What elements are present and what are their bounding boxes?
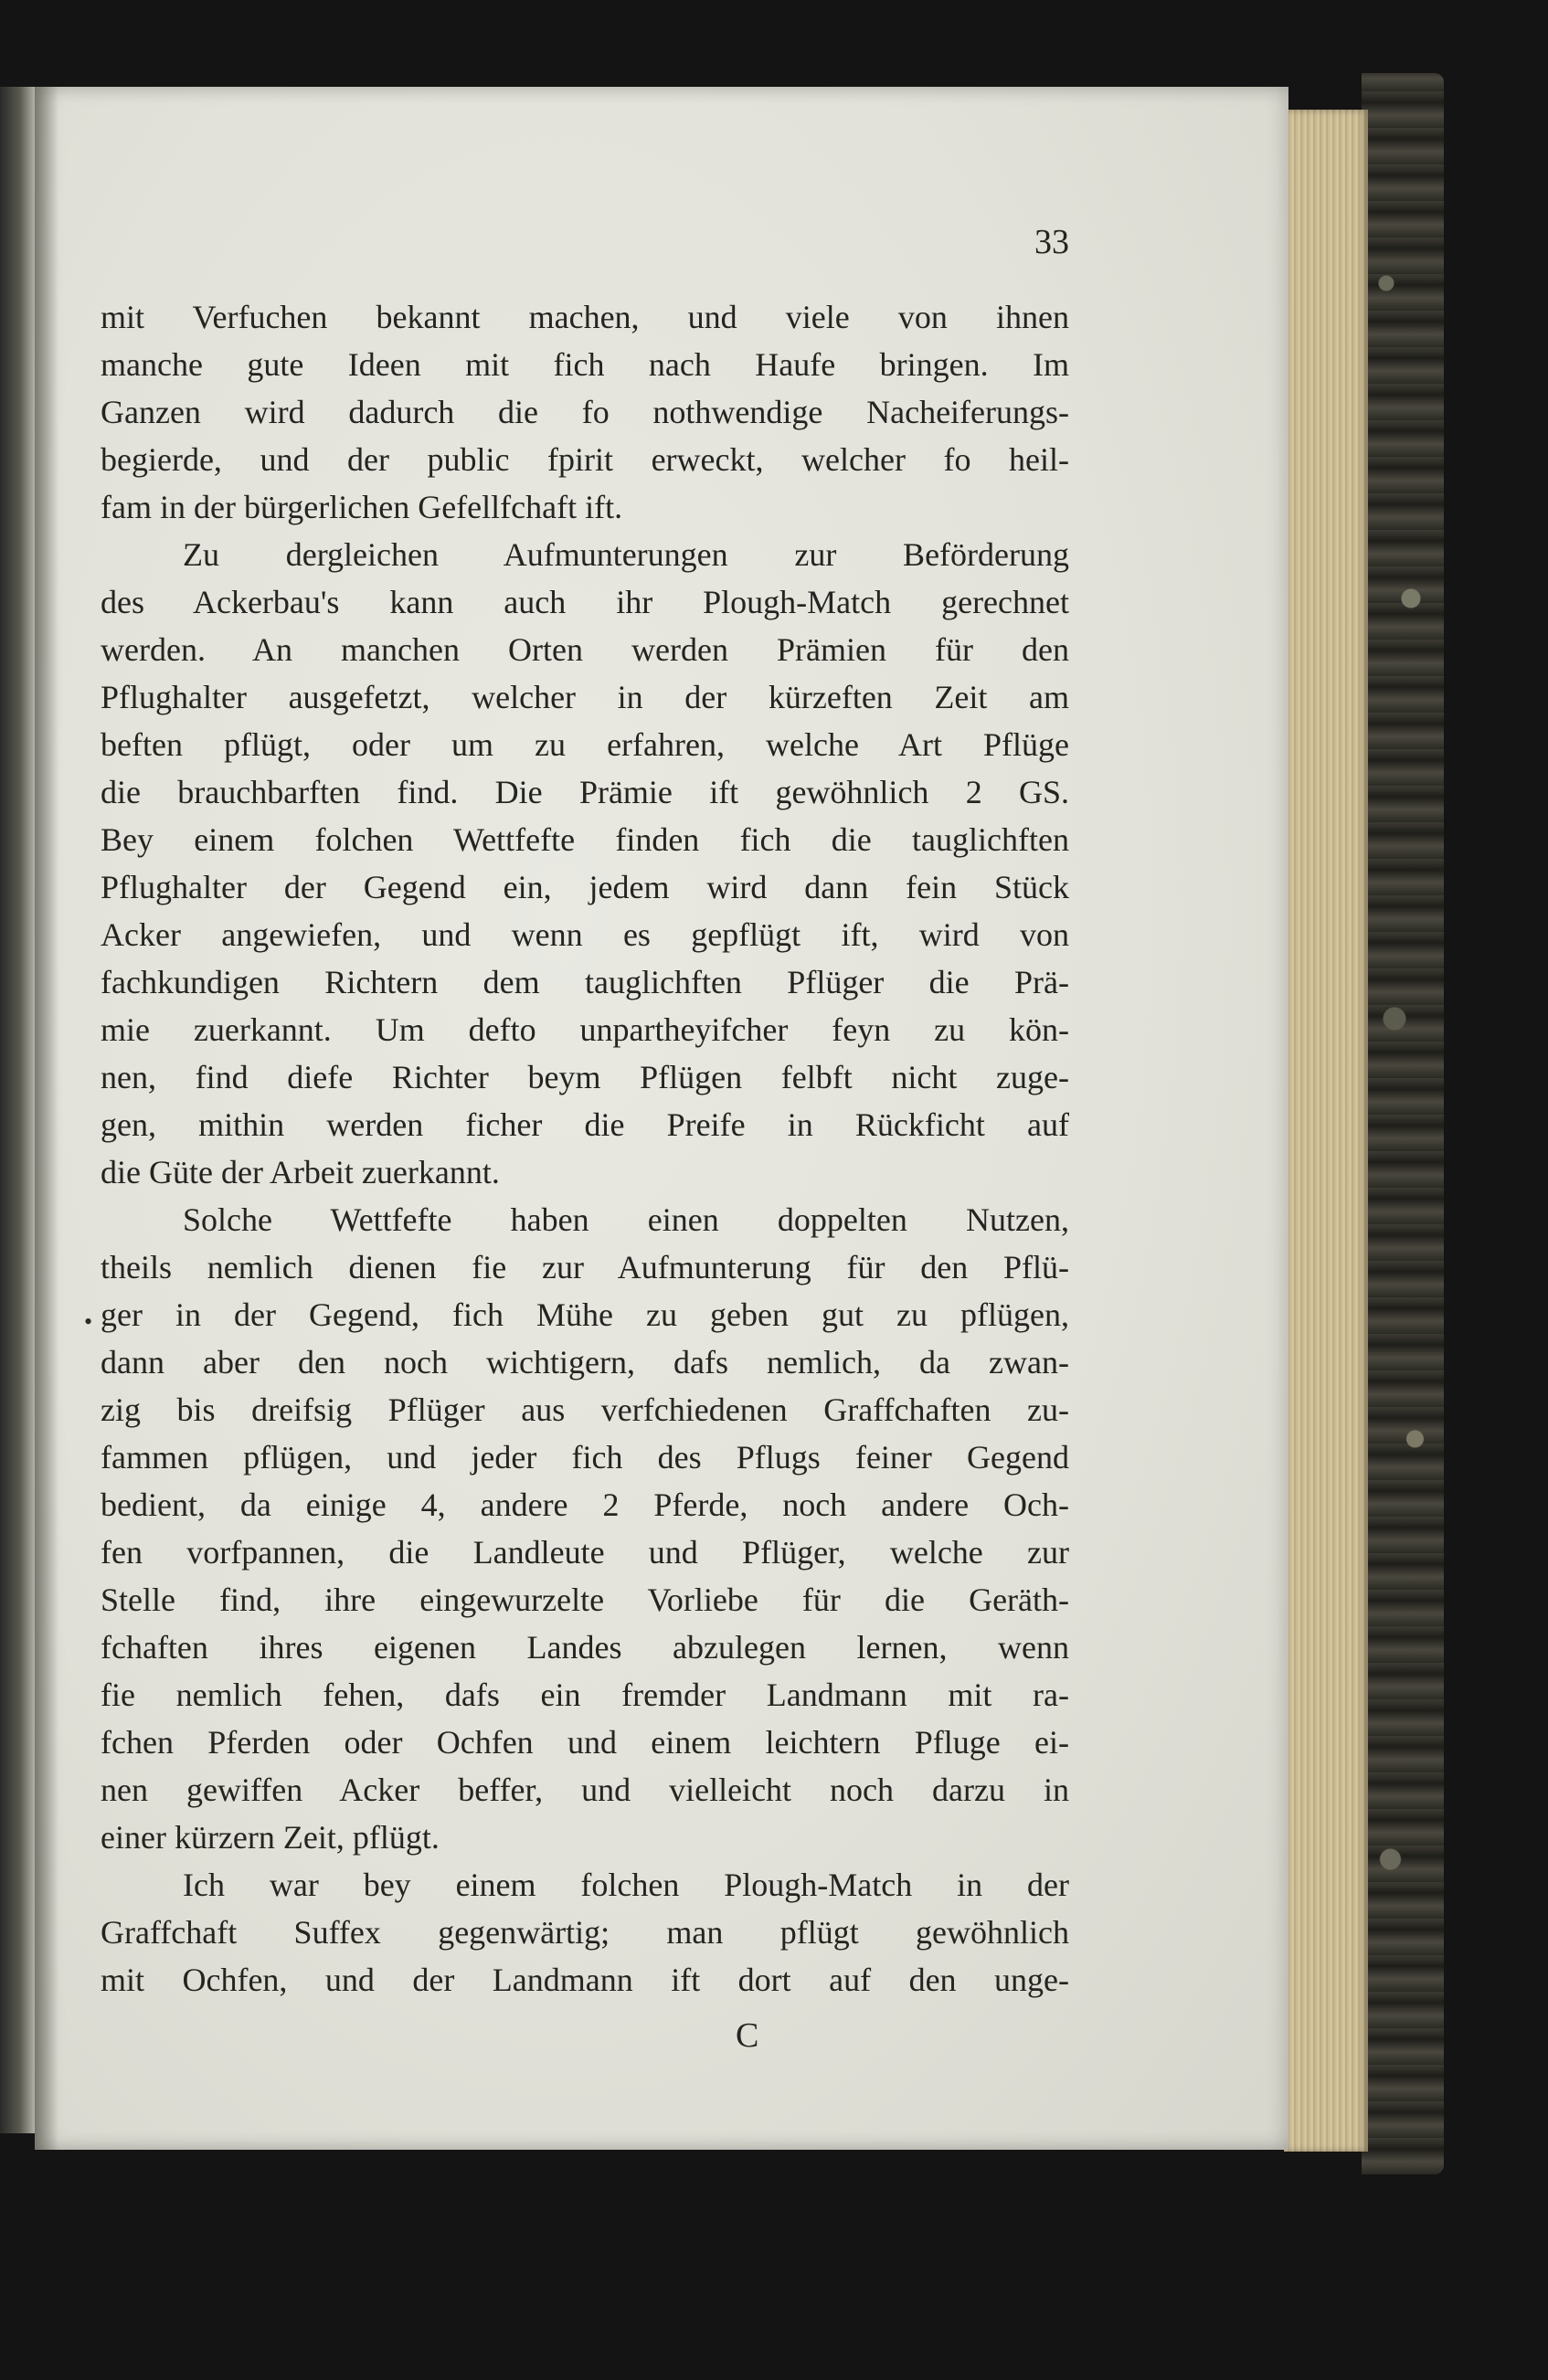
margin-mark: • (84, 1308, 93, 1335)
text-line: Graffchaft Suffex gegenwärtig; man pflügt gewöhnlich (101, 1914, 1069, 1951)
text-line: die brauchbarften find. Die Prämie ift gewöhnlich 2 GS. (101, 774, 1069, 810)
text-line: fchaften ihres eigenen Landes abzulegen lernen, wenn (101, 1629, 1069, 1666)
page-number: 33 (1034, 223, 1069, 261)
text-line: ger in der Gegend, fich Mühe zu geben gut zu pflügen, (101, 1296, 1069, 1333)
text-line: Acker angewiefen, und wenn es gepflügt ift, wird von (101, 916, 1069, 953)
text-line: nen, find diefe Richter beym Pflügen felbft nicht zuge- (101, 1059, 1069, 1095)
catchword: C (736, 2016, 759, 2055)
text-line: Ich war bey einem folchen Plough-Match in der (183, 1867, 1069, 1903)
text-line: Bey einem folchen Wettfefte finden fich die tauglichften (101, 821, 1069, 858)
text-line: Ganzen wird dadurch die fo nothwendige Nacheiferungs- (101, 394, 1069, 430)
text-line: beften pflügt, oder um zu erfahren, welche Art Pflüge (101, 726, 1069, 763)
text-line: zig bis dreifsig Pflüger aus verfchiedenen Graffchaften zu- (101, 1391, 1069, 1428)
text-line: fam in der bürgerlichen Gefellfchaft ift. (101, 489, 623, 525)
text-line: Zu dergleichen Aufmunterungen zur Beförderung (183, 536, 1069, 573)
text-line: manche gute Ideen mit fich nach Haufe bringen. Im (101, 346, 1069, 383)
text-line: theils nemlich dienen fie zur Aufmunterung für den Pflü- (101, 1249, 1069, 1285)
text-line: Solche Wettfefte haben einen doppelten Nutzen, (183, 1201, 1069, 1238)
text-line: mit Ochfen, und der Landmann ift dort auf den unge- (101, 1962, 1069, 1998)
text-line: fachkundigen Richtern dem tauglichften Pflüger die Prä- (101, 964, 1069, 1000)
text-line: fammen pflügen, und jeder fich des Pflugs feiner Gegend (101, 1439, 1069, 1476)
text-line: fen vorfpannen, die Landleute und Pflüger, welche zur (101, 1534, 1069, 1571)
text-line: einer kürzern Zeit, pflügt. (101, 1819, 440, 1856)
text-line: begierde, und der public fpirit erweckt, welcher fo heil- (101, 441, 1069, 478)
text-line: dann aber den noch wichtigern, dafs nemlich, da zwan- (101, 1344, 1069, 1380)
left-page-edge (0, 87, 37, 2133)
text-line: bedient, da einige 4, andere 2 Pferde, noch andere Och- (101, 1486, 1069, 1523)
text-line: mit Verfuchen bekannt machen, und viele von ihnen (101, 299, 1069, 335)
text-line: mie zuerkannt. Um defto unpartheyifcher feyn zu kön- (101, 1011, 1069, 1048)
text-line: des Ackerbau's kann auch ihr Plough-Match gerechnet (101, 584, 1069, 620)
text-line: werden. An manchen Orten werden Prämien für den (101, 631, 1069, 668)
text-line: nen gewiffen Acker beffer, und vielleicht noch darzu in (101, 1772, 1069, 1808)
text-line: Pflughalter der Gegend ein, jedem wird dann fein Stück (101, 869, 1069, 905)
text-line: fchen Pferden oder Ochfen und einem leichtern Pfluge ei- (101, 1724, 1069, 1761)
book-cover-edge (1362, 73, 1444, 2174)
text-line: Stelle find, ihre eingewurzelte Vorliebe für die Geräth- (101, 1581, 1069, 1618)
text-line: die Güte der Arbeit zuerkannt. (101, 1154, 500, 1190)
text-line: gen, mithin werden ficher die Preife in Rückficht auf (101, 1106, 1069, 1143)
page-block-edges (1284, 110, 1368, 2152)
text-line: fie nemlich fehen, dafs ein fremder Landmann mit ra- (101, 1677, 1069, 1713)
text-line: Pflughalter ausgefetzt, welcher in der kürzeften Zeit am (101, 679, 1069, 715)
gutter-shadow (35, 87, 58, 2150)
